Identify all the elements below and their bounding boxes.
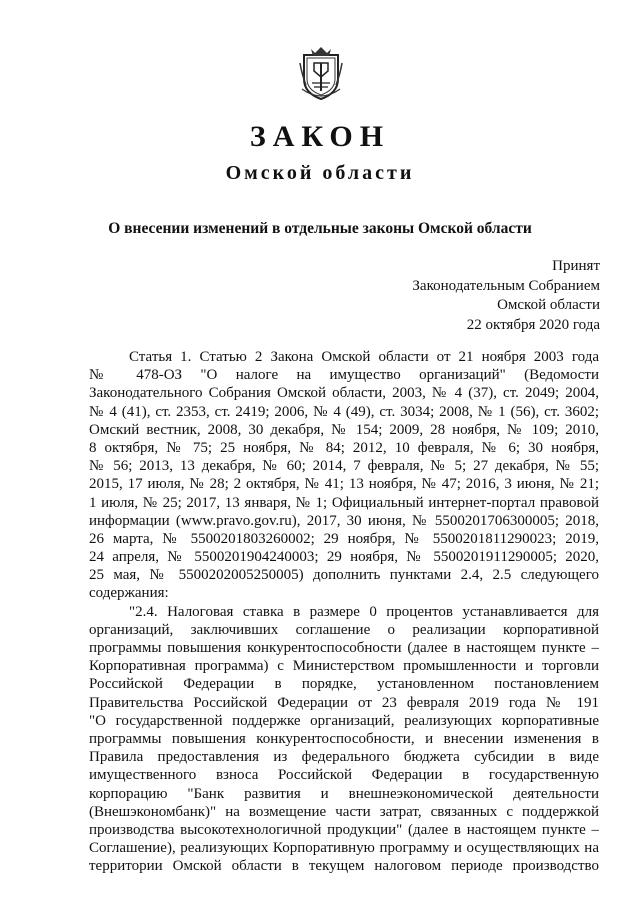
text-line: № 56; 2013, 13 декабря, № 60; 2014, 7 февраля, № 5; 27 декабря, № 55;	[89, 458, 599, 475]
text-line: содержания:	[89, 585, 169, 602]
adoption-line: Омской области	[497, 297, 600, 313]
text-line: 1 июля, № 25; 2017, 13 января, № 1; Официальный интернет-портал правовой	[89, 494, 599, 511]
adoption-line: Законодательным Собранием	[412, 277, 600, 294]
text-line: имущественного взноса Российской Федерации в государственную	[89, 767, 599, 784]
text-line: программы повышения конкурентоспособности, и внесении изменения в	[89, 730, 599, 747]
text-line: корпорацию "Банк развития и внешнеэкономической деятельности	[89, 785, 599, 802]
adoption-line: Принят	[552, 258, 600, 274]
adoption-date: 22 октября 2020 года	[466, 316, 600, 333]
text-line: Корпоративная программа) с Министерством промышленности и торговли	[89, 658, 599, 675]
text-line: 26 марта, № 5500201803260002; 29 ноября, № 5500201811290023; 2019,	[89, 530, 599, 547]
text-line: Правительства Российской Федерации от 23 февраля 2019 года № 191	[89, 694, 599, 711]
text-line: 24 апреля, № 5500201904240003; 29 ноября, № 5500201911290005; 2020,	[89, 549, 599, 566]
text-line: 8 октября, № 75; 25 ноября, № 84; 2012, 10 февраля, № 6; 30 ноября,	[89, 439, 599, 456]
text-line: Статья 1. Статью 2 Закона Омской области от 21 ноября 2003 года	[129, 349, 599, 365]
text-line: (Внешэкономбанк)" на возмещение части затрат, связанных с поддержкой	[89, 803, 599, 820]
text-line: территории Омской области в текущем налоговом периоде производство	[89, 858, 599, 875]
adoption-block	[412, 257, 600, 335]
law-heading: О внесении изменений в отдельные законы Омской области	[108, 220, 532, 237]
text-line: информации (www.pravo.gov.ru), 2017, 30 июня, № 5500201706300005; 2018,	[89, 512, 599, 529]
text-line: "2.4. Налоговая ставка в размере 0 процентов устанавливается для	[129, 603, 599, 620]
document-title: ЗАКОН	[249, 120, 391, 153]
text-line: Российской Федерации в порядке, установленном постановлением	[89, 676, 599, 693]
document-body	[89, 348, 599, 875]
text-line: "О государственной поддержке организаций, реализующих корпоративные	[89, 712, 599, 729]
text-line: Соглашение), реализующих Корпоративную программу и осуществляющих на	[89, 840, 599, 857]
coat-of-arms-emblem	[298, 45, 344, 101]
text-line: Омский вестник, 2008, 30 декабря, № 154; 2009, 28 ноября, № 109; 2010,	[89, 421, 599, 438]
document-subtitle: Омской области	[225, 162, 415, 184]
clause-2-4	[89, 603, 599, 876]
text-line: 25 мая, № 5500202005250005) дополнить пунктами 2.4, 2.5 следующего	[89, 567, 599, 584]
text-line: программы повышения конкурентоспособности (далее в настоящем пункте –	[89, 640, 599, 656]
text-line: производства высокотехнологичной продукции" (далее в настоящем пункте –	[89, 821, 599, 838]
article-1	[89, 348, 599, 603]
text-line: № 4 (41), ст. 2353, ст. 2419; 2006, № 4 (49), ст. 3034; 2008, № 1 (56), ст. 3602;	[89, 403, 599, 420]
text-line: организаций, заключивших соглашение о реализации корпоративной	[89, 621, 599, 638]
text-line: 2015, 17 июля, № 28; 2 октября, № 41; 13 ноября, № 47; 2016, 3 июня, № 21;	[89, 476, 599, 493]
text-line: Законодательного Собрания Омской области, 2003, № 4 (37), ст. 2049; 2004,	[89, 385, 599, 402]
text-line: Правила предоставления из федерального бюджета субсидии в виде	[89, 749, 599, 766]
text-line: № 478-ОЗ "О налоге на имущество организаций" (Ведомости	[89, 367, 599, 384]
